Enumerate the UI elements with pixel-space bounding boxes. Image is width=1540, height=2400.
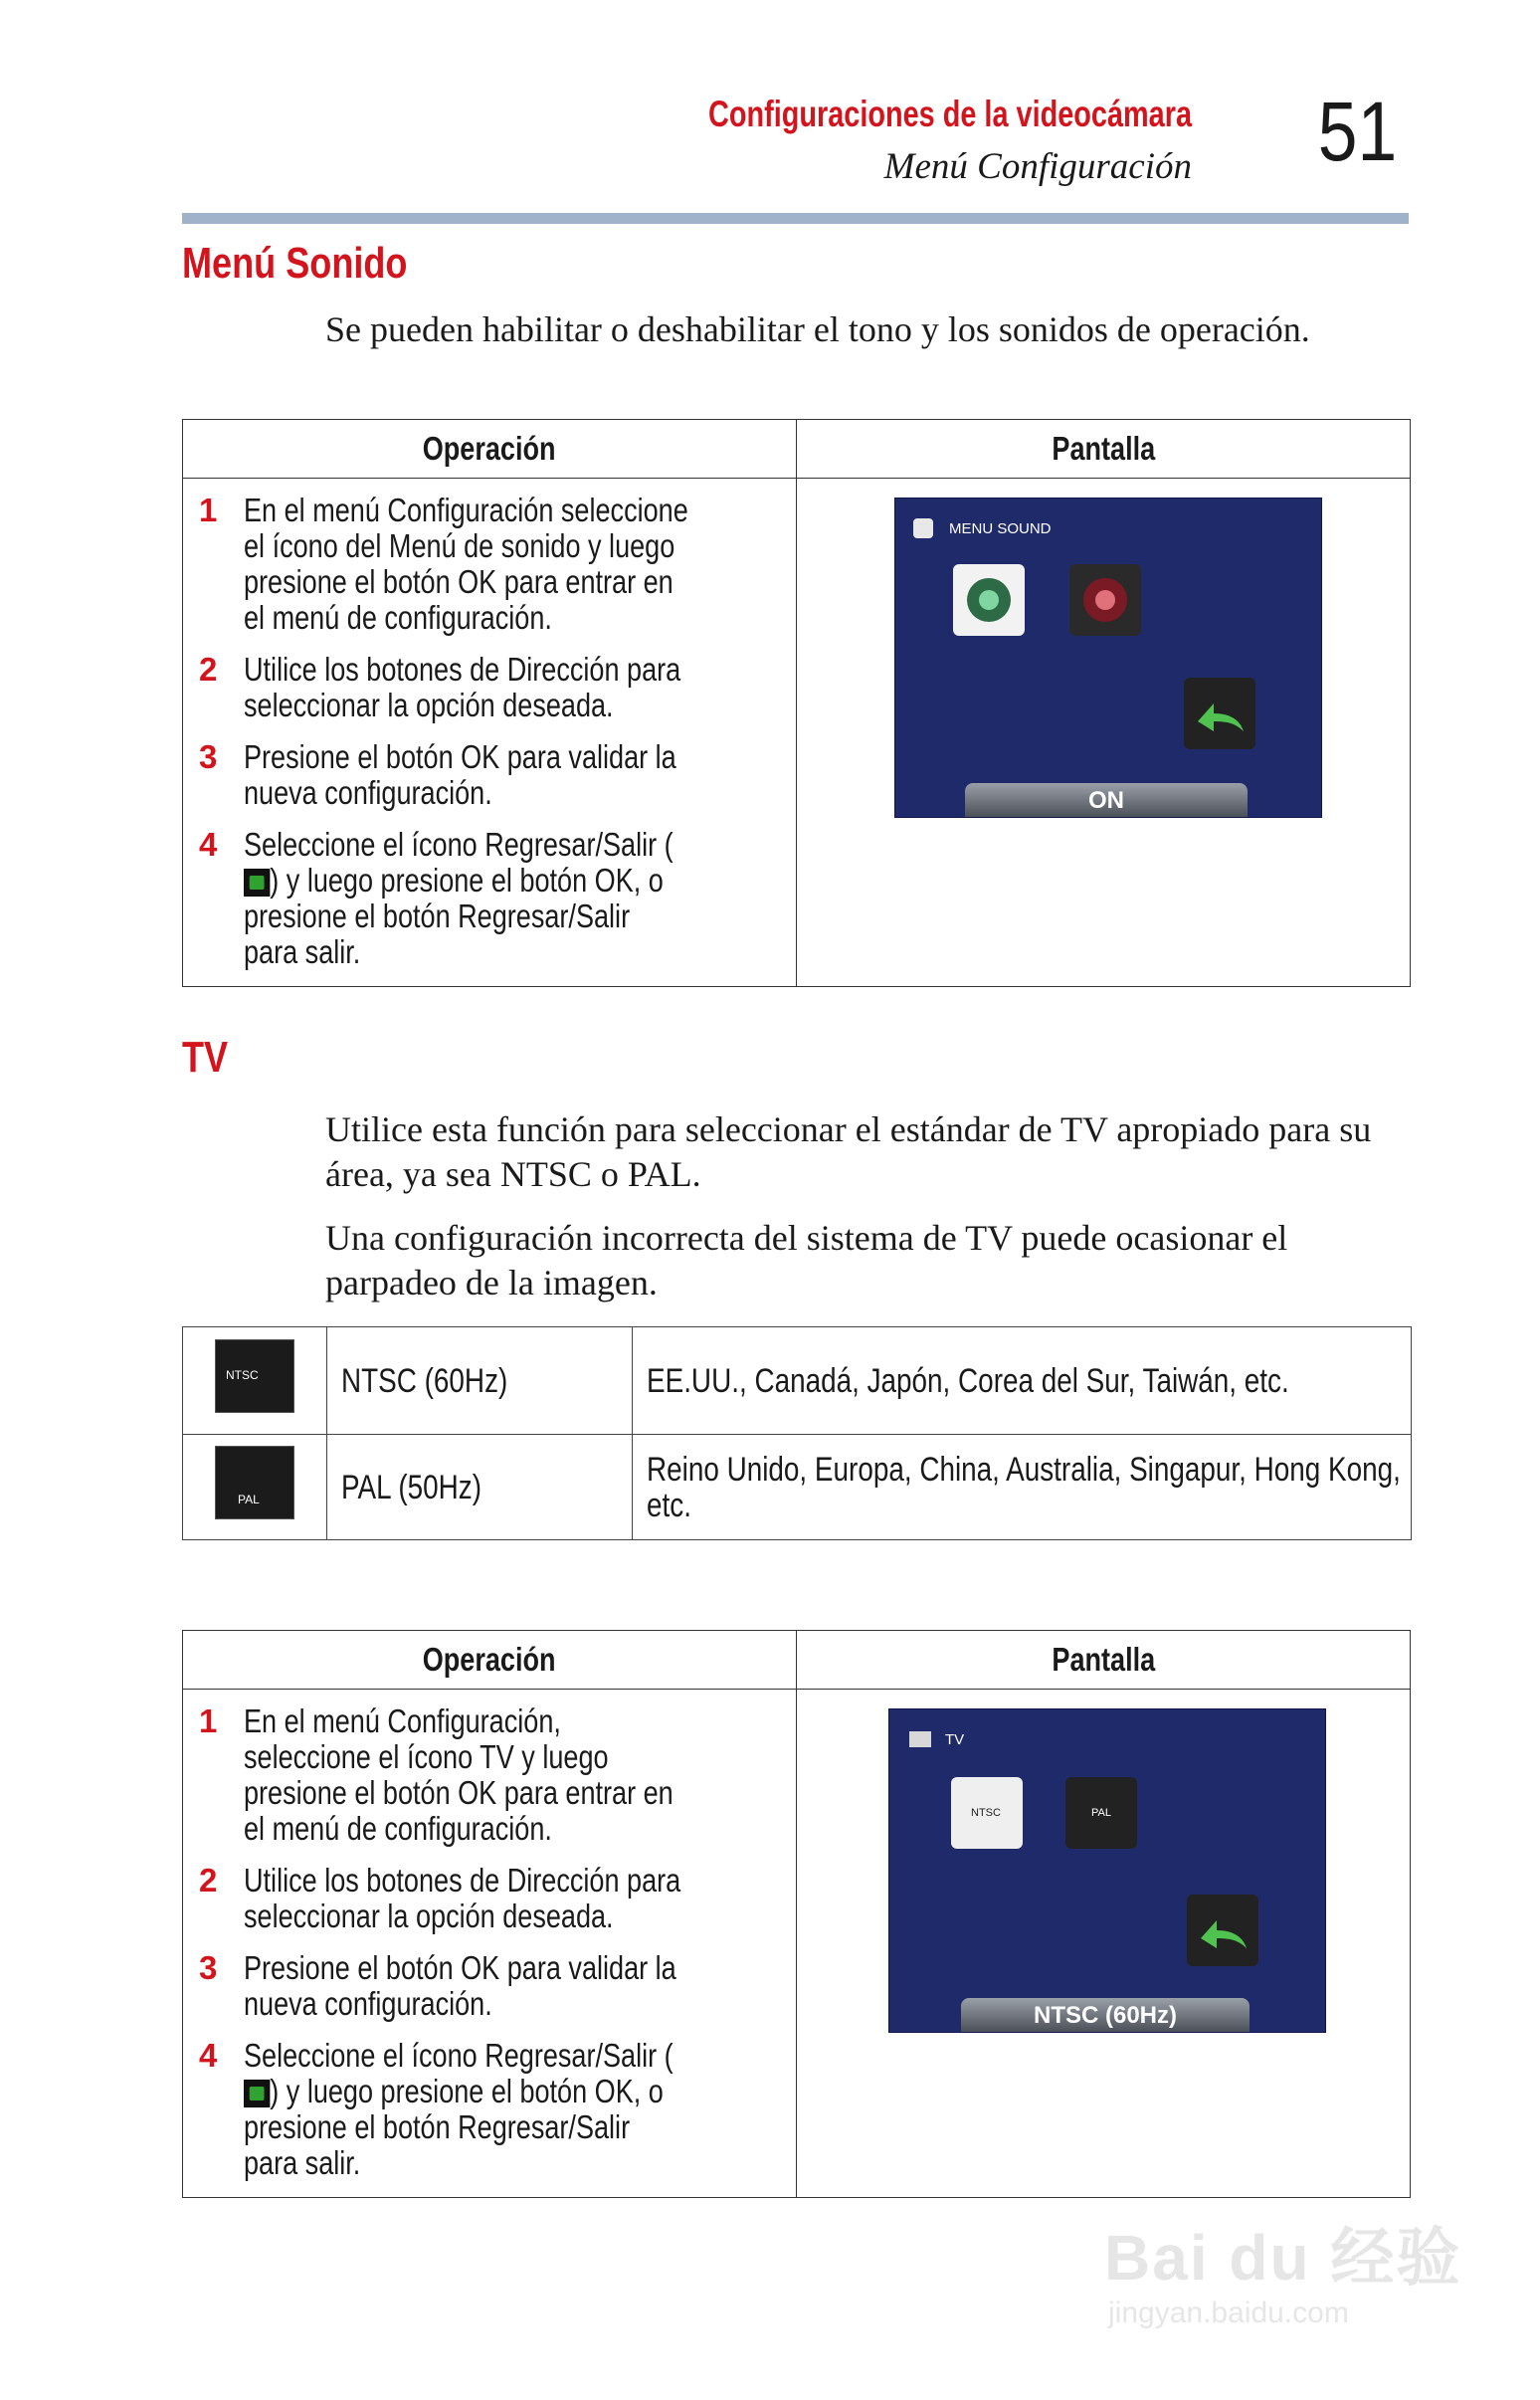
col-operation-header: Operación [183, 1631, 797, 1690]
sound-on-icon [953, 564, 1025, 636]
steps-cell [183, 479, 797, 987]
option-regions: Reino Unido, Europa, China, Australia, Singapur, Hong Kong, etc. [633, 1435, 1412, 1540]
ntsc-icon: NTSC [215, 1339, 294, 1413]
tv-menu-icon [909, 1731, 931, 1747]
baidu-watermark [1104, 2177, 1462, 2346]
col-screen-header: Pantalla [797, 420, 1411, 479]
return-icon [1184, 678, 1255, 749]
step-item: 3 Presione el botón OK para validar la nueva configuración. [199, 1949, 676, 2022]
pal-tile-icon: PAL [1065, 1777, 1137, 1849]
screen-value-bar: NTSC (60Hz) [961, 1998, 1250, 2032]
tv-paragraph-1: Utilice esta función para seleccionar el estándar de TV apropiado para su área, ya sea NTSC o PAL. [325, 1109, 1372, 1194]
step-item: 1 En el menú Configuración, seleccione el ícono TV y luego presione el botón OK para entrar en el menú de configuración. [199, 1702, 674, 1847]
ntsc-tile-icon: NTSC [951, 1777, 1023, 1849]
step-item: 3 Presione el botón OK para validar la nueva configuración. [199, 738, 676, 811]
option-regions: EE.UU., Canadá, Japón, Corea del Sur, Taiwán, etc. [633, 1327, 1412, 1435]
steps-cell [183, 1690, 797, 2198]
header-rule [182, 213, 1409, 224]
sound-off-icon [1069, 564, 1141, 636]
return-icon [1187, 1895, 1258, 1966]
tv-paragraph-2: Una configuración incorrecta del sistema de TV puede ocasionar el parpadeo de la imagen. [325, 1218, 1288, 1302]
table-row [183, 1327, 1412, 1435]
sound-intro: Se pueden habilitar o deshabilitar el tono y los sonidos de operación. [325, 309, 1310, 349]
section-title: Menú Configuración [883, 146, 1192, 187]
step-item: 2 Utilice los botones de Dirección para seleccionar la opción deseada. [199, 651, 681, 723]
option-name: NTSC (60Hz) [327, 1327, 633, 1435]
page-number: 51 [1317, 85, 1398, 178]
step-item: 4 Seleccione el ícono Regresar/Salir () y luego presione el botón OK, o presione el botón Regresar/Salir para salir. [199, 826, 674, 970]
pal-icon: PAL [215, 1446, 294, 1519]
col-operation-header: Operación [183, 420, 797, 479]
return-icon [244, 869, 270, 897]
screen-title: TV [945, 1731, 965, 1748]
menu-sound-screen [894, 498, 1322, 818]
sound-heading: Menú Sonido [182, 239, 408, 288]
tv-menu-screen [888, 1708, 1326, 2033]
table-row [183, 1435, 1412, 1540]
pal-icon-cell [183, 1435, 327, 1540]
sound-menu-icon [913, 518, 933, 538]
option-name: PAL (50Hz) [327, 1435, 633, 1540]
watermark-brand: Bai du 经验 [1104, 2222, 1462, 2294]
return-icon [244, 2080, 270, 2107]
tv-options-table [182, 1326, 1412, 1540]
watermark-url: jingyan.baidu.com [1108, 2297, 1349, 2329]
screen-value-bar: ON [965, 783, 1248, 817]
screen-title: MENU SOUND [949, 520, 1052, 537]
step-item: 4 Seleccione el ícono Regresar/Salir () y luego presione el botón OK, o presione el botón Regresar/Salir para salir. [199, 2037, 674, 2181]
step-item: 2 Utilice los botones de Dirección para seleccionar la opción deseada. [199, 1862, 681, 1934]
col-screen-header: Pantalla [797, 1631, 1411, 1690]
tv-heading: TV [182, 1033, 229, 1082]
step-item: 1 En el menú Configuración seleccione el ícono del Menú de sonido y luego presione el botón OK para entrar en el menú de configuración. [199, 492, 688, 636]
chapter-title: Configuraciones de la videocámara [708, 94, 1192, 134]
ntsc-icon-cell [183, 1327, 327, 1435]
